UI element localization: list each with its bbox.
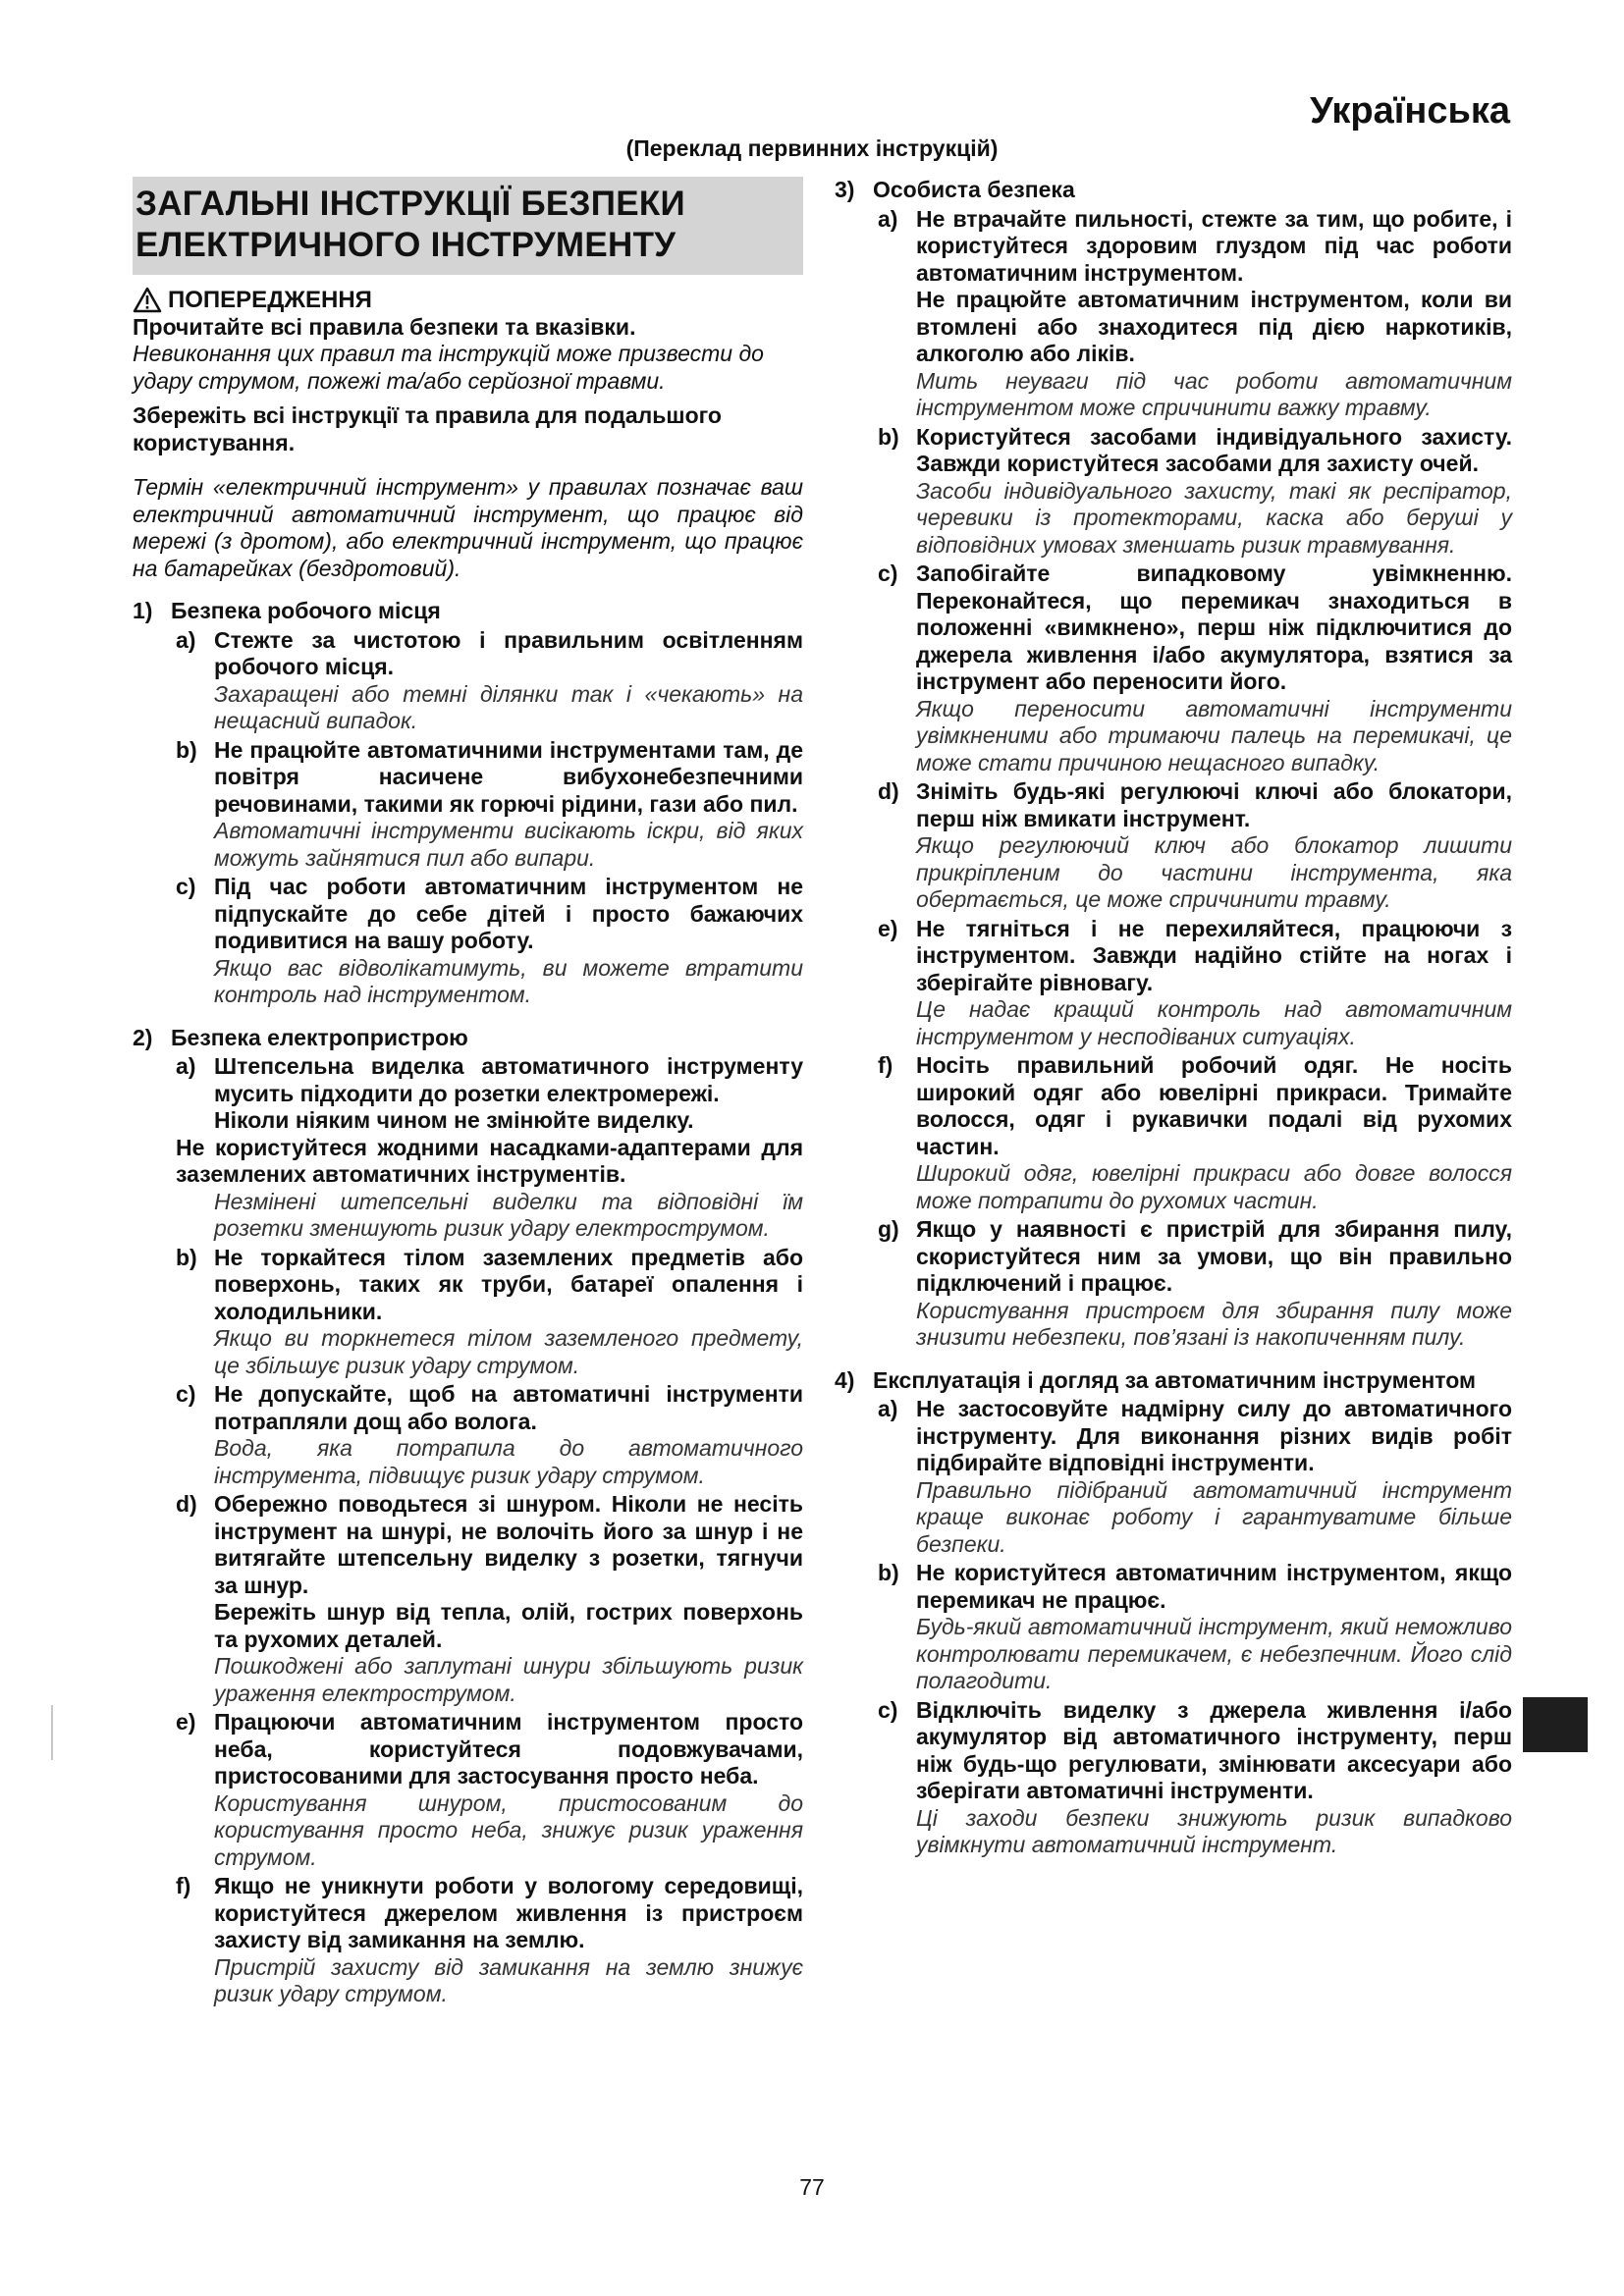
left-column <box>133 177 803 2008</box>
list-item: a) Не застосовуйте надмірну силу до автоматичного інструменту. Для виконання різних видів робіт підбирайте відповідні інструменти. Правильно підібраний автоматичний інструмент краще виконає роботу і гарантуватиме більше безпеки. <box>878 1396 1512 1557</box>
warning-triangle-icon <box>133 287 162 313</box>
list-item: d) Зніміть будь-які регулюючі ключі або блокатори, перш ніж вмикати інструмент. Якщо регулюючий ключ або блокатор лишити прикріпленим до частини інструмента, яка обертається, це може спричинити травму. <box>878 778 1512 912</box>
list-item: a) Штепсельна виделка автоматичного інструменту мусить підходити до розетки електромережі. Ніколи ніяким чином не змінюйте виделку. <box>176 1053 803 1133</box>
list-item: b) Не користуйтеся автоматичним інструментом, якщо перемикач не працює. Будь-який автоматичний інструмент, який неможливо контролювати перемикачем, є небезпечним. Його слід полагодити. <box>878 1560 1512 1693</box>
list-item: f) Якщо не уникнути роботи у вологому середовищі, користуйтеся джерелом живлення із пристроєм захисту від замикання на землю. Пристрій захисту від замикання на землю знижує ризик удару струмом. <box>176 1873 803 2006</box>
page-number: 77 <box>799 2174 825 2200</box>
failure-warning: Невиконання цих правил та інструкцій може призвести до удару струмом, пожежі та/або серйозної травми. <box>133 341 764 394</box>
list-item: c) Відключіть виделку з джерела живлення і/або акумулятор від автоматичного інструменту, перш ніж будь-що регулювати, змінювати аксесуари або зберігати автоматичні інструменти. Ці заходи безпеки знижують ризик випадково увімкнути автоматичний інструмент. <box>878 1696 1512 1857</box>
list-item: e) Не тягніться і не перехиляйтеся, працюючи з інструментом. Завжди надійно стійте на ногах і зберігайте рівновагу. Це надає кращий контроль над автоматичним інструментом у несподіваних ситуаціях. <box>878 915 1512 1049</box>
section-tab-marker <box>1523 1697 1588 1752</box>
section-3-heading: 3) Особиста безпека <box>835 177 1075 202</box>
language-label: Українська <box>1310 90 1510 132</box>
section-2-heading: 2) Безпека електропристрою <box>133 1024 468 1050</box>
warning-heading <box>133 287 803 314</box>
section-4-heading: 4) Експлуатація і догляд за автоматичним інструментом <box>835 1366 1477 1393</box>
list-item-extra: Не користуйтеся жодними насадками-адаптерами для заземлених автоматичних інструментів. <box>176 1134 803 1187</box>
list-item: e) Працюючи автоматичним інструментом просто неба, користуйтеся подовжувачами, пристосованими для застосування просто неба. Користування шнуром, пристосованим до користування просто неба, знижує ризик ураження струмом. <box>176 1709 803 1870</box>
read-all-rules: Прочитайте всі правила безпеки та вказівки. <box>133 313 636 340</box>
section-title-line-2: ЕЛЕКТРИЧНОГО ІНСТРУМЕНТУ <box>135 226 677 264</box>
list-item: c) Не допускайте, щоб на автоматичні інструменти потрапляли дощ або волога. Вода, яка потрапила до автоматичного інструмента, підвищує ризик удару струмом. <box>176 1381 803 1488</box>
list-item: c) Запобігайте випадковому увімкненню. Переконайтеся, що перемикач знаходиться в положенні «вимкнено», перш ніж підключитися до джерела живлення і/або акумулятора, взятися за інструмент або переносити його. Якщо переносити автоматичні інструменти увімкненими або тримаючи палець на перемикачі, це може стати причиною нещасного випадку. <box>878 561 1512 775</box>
section-1-heading: 1) Безпека робочого місця <box>133 598 441 623</box>
list-item: c) Під час роботи автоматичним інструментом не підпускайте до себе дітей і просто бажаючих подивитися на вашу роботу. Якщо вас відволікатимуть, ви можете втратити контроль над інструментом. <box>176 874 803 1007</box>
list-item: f) Носіть правильний робочий одяг. Не носіть широкий одяг або ювелірні прикраси. Тримайте волосся, одяг і рукавички подалі від рухомих частин. Широкий одяг, ювелірні прикраси або довге волосся може потрапити до рухомих частин. <box>878 1052 1512 1213</box>
list-item: b) Не торкайтеся тілом заземлених предметів або поверхонь, таких як труби, батареї опалення і холодильники. Якщо ви торкнетеся тілом заземленого предмету, це збільшує ризик удару струмом. <box>176 1244 803 1378</box>
list-item: b) Не працюйте автоматичними інструментами там, де повітря насичене вибухонебезпечними речовинами, такими як горючі рідини, гази або пил. Автоматичні інструменти висікають іскри, від яких можуть зайнятися пил або випари. <box>176 736 803 871</box>
list-item: a) Не втрачайте пильності, стежте за тим, що робите, і користуйтеся здоровим глуздом під час роботи автоматичним інструментом. Не працюйте автоматичним інструментом, коли ви втомлені або знаходитеся під дією наркотиків, алкоголю або ліків. Мить неуваги під час роботи автоматичним інструментом може спричинити важку травму. <box>878 205 1512 420</box>
warning-label: ПОПЕРЕДЖЕННЯ <box>168 287 372 313</box>
right-column <box>835 177 1512 1859</box>
document-subtitle: (Переклад первинних інструкцій) <box>625 135 999 161</box>
term-definition: Термін «електричний інструмент» у правилах позначає ваш електричний автоматичний інструмент, що працює від мережі (з дротом), або електричний інструмент, що працює на батарейках (бездротовий). <box>133 474 803 581</box>
list-item-explain: Незмінені штепсельні виделки та відповідні їм розетки зменшують ризик удару електрострумом. <box>214 1188 803 1241</box>
list-item: g) Якщо у наявності є пристрій для збирання пилу, скористуйтеся ним за умови, що він правильно підключений і працює. Користування пристроєм для збирання пилу може знизити небезпеки, пов’язані із накопиченням пилу. <box>878 1216 1512 1350</box>
section-title-line-1: ЗАГАЛЬНІ ІНСТРУКЦІЇ БЕЗПЕКИ <box>135 185 685 223</box>
save-instructions: Збережіть всі інструкції та правила для подальшого користування. <box>133 402 722 455</box>
margin-mark <box>51 1705 53 1760</box>
list-item: a) Стежте за чистотою і правильним освітленням робочого місця. Захаращені або темні ділянки так і «чекають» на нещасний випадок. <box>176 626 803 733</box>
list-item: b) Користуйтеся засобами індивідуального захисту. Завжди користуйтеся засобами для захисту очей. Засоби індивідуального захисту, такі як респіратор, черевики із протекторами, каска або беруші у відповідних умовах зменшать ризик травмування. <box>878 423 1512 558</box>
list-item: d) Обережно поводьтеся зі шнуром. Ніколи не несіть інструмент на шнурі, не волочіть його за шнур і не витягайте штепсельну виделку з розетки, тягнучи за шнур. Бережіть шнур від тепла, олій, гострих поверхонь та рухомих деталей. Пошкоджені або заплутані шнури збільшують ризик ураження електрострумом. <box>176 1491 803 1706</box>
section-title-box <box>133 177 803 275</box>
